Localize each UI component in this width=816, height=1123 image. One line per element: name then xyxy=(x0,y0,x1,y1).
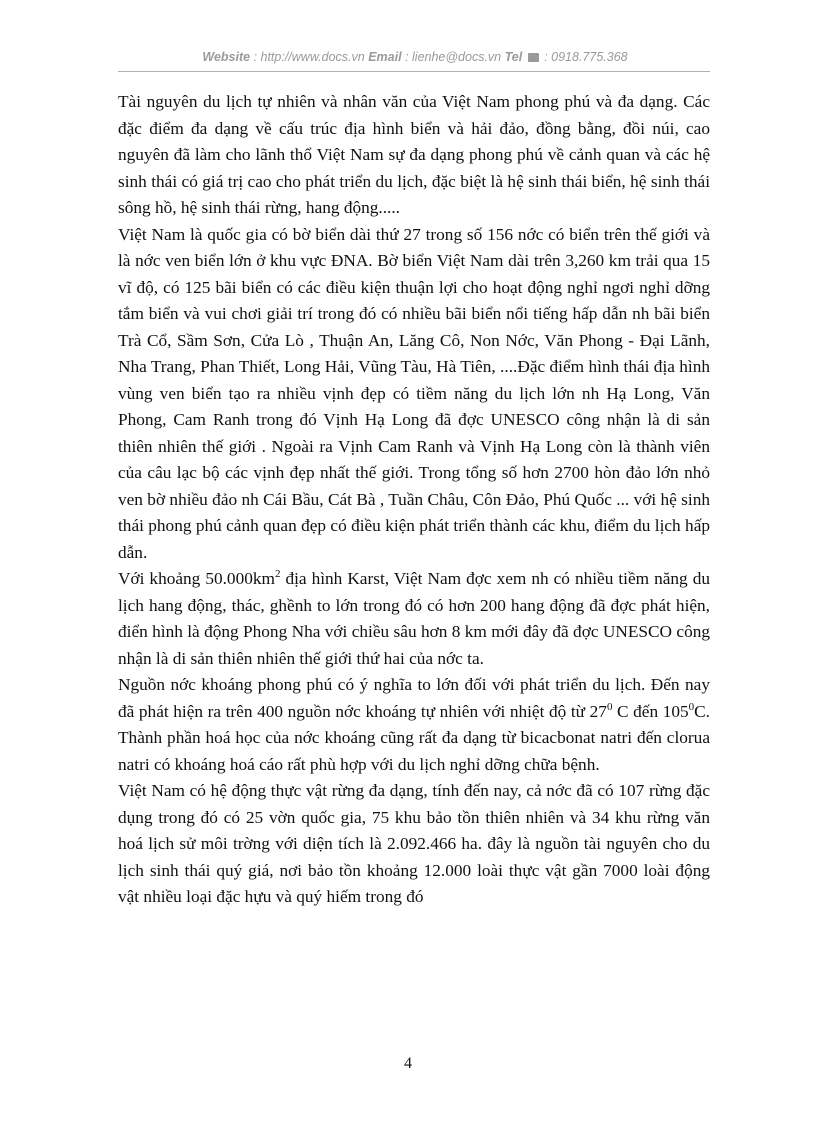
header-divider xyxy=(118,71,710,72)
email-value: : lienhe@docs.vn xyxy=(405,50,502,64)
page-header xyxy=(120,50,710,70)
mineral-text-2: C đến 105 xyxy=(612,701,689,721)
page-number: 4 xyxy=(404,1055,412,1072)
karst-superscript: 2 xyxy=(274,568,281,581)
karst-text-before: Với khoảng 50.000km xyxy=(118,569,275,588)
tel-value: : 0918.775.368 xyxy=(544,50,628,64)
website-value: : http://www.docs.vn xyxy=(253,50,365,64)
mineral-degree-2: 0 xyxy=(688,700,695,713)
paragraph-karst xyxy=(118,566,710,672)
document-body xyxy=(118,89,710,911)
mineral-degree-1: 0 xyxy=(606,700,613,713)
tel-label: Tel xyxy=(504,50,523,64)
paragraph-mineral-water xyxy=(118,672,710,778)
mineral-text-1: Nguồn nớc khoáng phong phú có ý nghĩa to lớn đối với phát triển du lịch. Đến nay đã phát hiện ra trên 400 nguồn nớc khoáng tự nhiên với nhiệt độ từ 27 xyxy=(118,675,710,721)
website-label: Website xyxy=(202,50,251,64)
paragraph-tourism-resources: Tài nguyên du lịch tự nhiên và nhân văn của Việt Nam phong phú và đa dạng. Các đặc điểm đa dạng về cấu trúc địa hình biển và hải đảo, đồng bằng, đồi núi, cao nguyên đã làm cho lãnh thổ Việt Nam sự đa dạng phong phú về cảnh quan và các hệ sinh thái có giá trị cao cho phát triển du lịch, đặc biệt là hệ sinh thái biển, hệ sinh thái sông hồ, hệ sinh thái rừng, hang động..... xyxy=(118,92,710,217)
paragraph-coastline: Việt Nam là quốc gia có bờ biển dài thứ 27 trong số 156 nớc có biển trên thế giới và là nớc ven biển lớn ở khu vực ĐNA. Bờ biển Việt Nam dài trên 3,260 km trải qua 15 vĩ độ, có 125 bãi biển có các điều kiện thuận lợi cho hoạt động nghỉ ngơi nghỉ dỡng tắm biển và vui chơi giải trí trong đó có nhiều bãi biển nổi tiếng hấp dẫn nh bãi biển Trà Cổ, Sầm Sơn, Cửa Lò , Thuận An, Lăng Cô, Non Nớc, Văn Phong - Đại Lãnh, Nha Trang, Phan Thiết, Long Hải, Vũng Tàu, Hà Tiên, ....Đặc điểm hình thái địa hình vùng ven biển tạo ra nhiều vịnh đẹp có tiềm năng du lịch lớn nh Hạ Long, Văn Phong, Cam Ranh trong đó Vịnh Hạ Long đã đợc UNESCO công nhận là di sản thiên nhiên thế giới . Ngoài ra Vịnh Cam Ranh và Vịnh Hạ Long còn là thành viên của câu lạc bộ các vịnh đẹp nhất thế giới. Trong tổng số hơn 2700 hòn đảo lớn nhỏ ven bờ nhiều đảo nh Cái Bầu, Cát Bà , Tuần Châu, Côn Đảo, Phú Quốc ... với hệ sinh thái phong phú cảnh quan đẹp có điều kiện phát triển thành các khu, điểm du lịch hấp dẫn. xyxy=(118,224,710,562)
karst-text-after: địa hình Karst, Việt Nam đợc xem nh có nhiều tiềm năng du lịch hang động, thác, ghềnh to lớn trong đó có hơn 200 hang động đã đợc phát hiện, điển hình là động Phong Nha với chiều sâu hơn 8 km mới đây đã đợc UNESCO công nhận là di sản thiên nhiên thế giới thứ hai của nớc ta. xyxy=(118,569,710,668)
email-label: Email xyxy=(368,50,402,64)
paragraph-forest: Việt Nam có hệ động thực vật rừng đa dạng, tính đến nay, cả nớc đã có 107 rừng đặc dụng trong đó có 25 vờn quốc gia, 75 khu bảo tồn thiên nhiên và 34 khu rừng văn hoá lịch sử môi trờng với diện tích là 2.092.466 ha. đây là nguồn tài nguyên cho du lịch sinh thái quý giá, nơi bảo tồn khoảng 12.000 loài thực vật gần 7000 loài động vật nhiều loại đặc hựu và quý hiếm trong đó xyxy=(118,781,710,906)
mineral-text-3: C. Thành phần hoá học của nớc khoáng cũng rất đa dạng từ bicacbonat natri đến clorua natri có khoáng hoá cáo rất phù hợp với du lịch nghỉ dỡng chữa bệnh. xyxy=(118,701,710,774)
phone-icon xyxy=(528,53,539,62)
